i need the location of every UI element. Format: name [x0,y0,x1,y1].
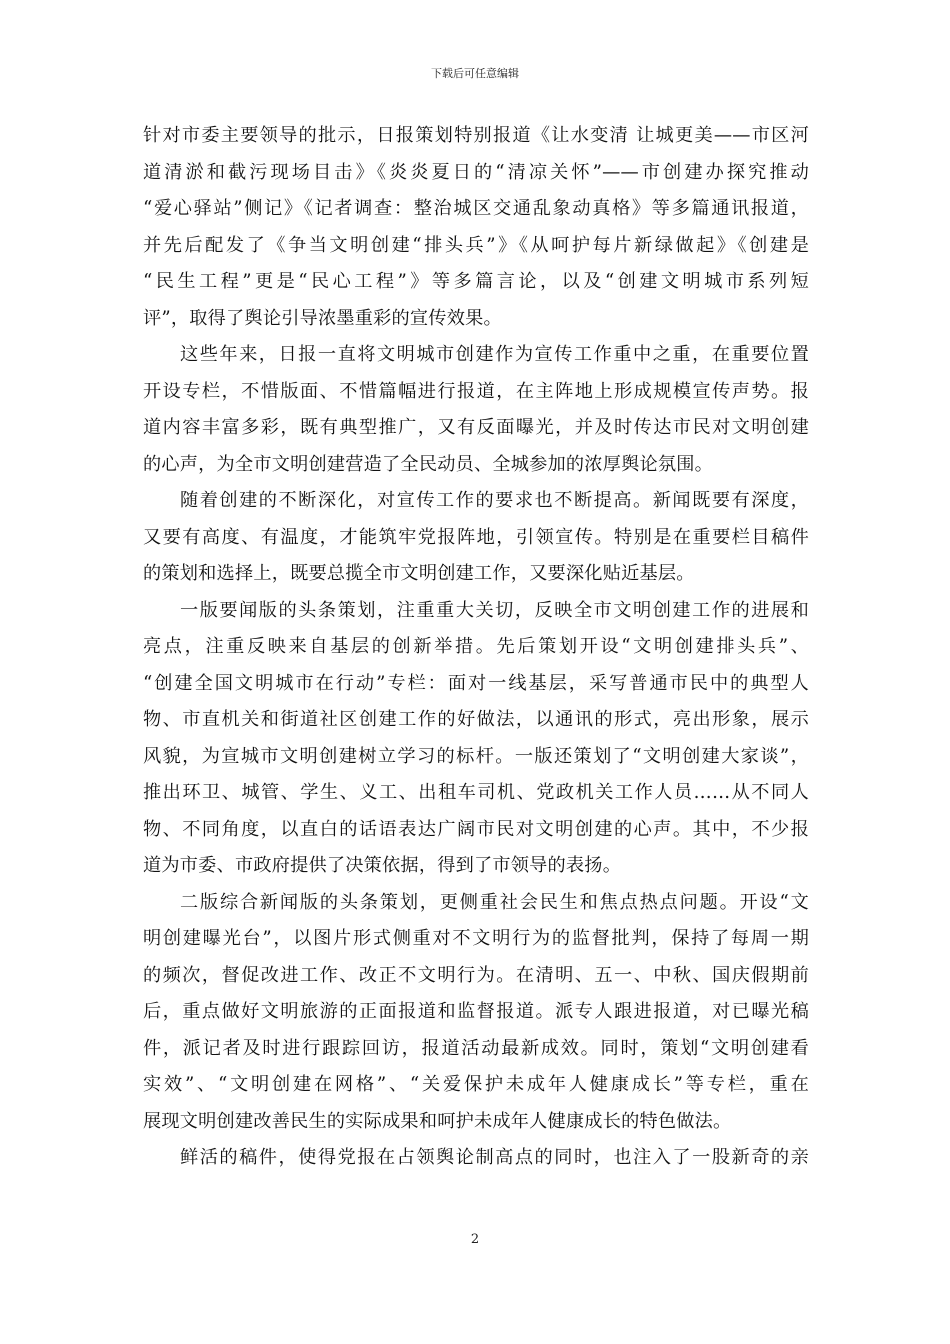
text-line: 的频次，督促改进工作、改正不文明行为。在清明、五一、中秋、国庆假期前 [143,964,809,986]
paragraph-first-line: 鲜活的稿件，使得党报在占领舆论制高点的同时，也注入了一股新奇的亲 [180,1147,809,1168]
text-line: 的策划和选择上，既要总揽全市文明创建工作，又要深化贴近基层。 [143,563,695,584]
paragraph-first-line: 随着创建的不断深化，对宣传工作的要求也不断提高。新闻既要有深度， [180,490,809,511]
text-line: 件，派记者及时进行跟踪回访，报道活动最新成效。同时，策划“文明创建看 [143,1037,809,1059]
text-line: 开设专栏，不惜版面、不惜篇幅进行报道，在主阵地上形成规模宣传声势。报 [143,380,809,402]
text-line: 亮点，注重反映来自基层的创新举措。先后策划开设“文明创建排头兵”、 [143,636,809,657]
page-number: 2 [470,1232,480,1247]
text-line: “爱心驿站”侧记》《记者调查：整治城区交通乱象动真格》等多篇通讯报道， [143,198,809,219]
paragraph-first-line: 一版要闻版的头条策划，注重重大关切，反映全市文明创建工作的进展和 [180,599,809,621]
text-line: 道为市委、市政府提供了决策依据，得到了市领导的表扬。 [143,855,622,876]
text-line: 评”，取得了舆论引导浓墨重彩的宣传效果。 [143,307,502,329]
text-line: 道内容丰富多彩，既有典型推广，又有反面曝光，并及时传达市民对文明创建 [143,417,809,438]
paragraph-first-line: 这些年来，日报一直将文明城市创建作为宣传工作重中之重，在重要位置 [180,344,809,365]
text-line: 物、不同角度，以直白的话语表达广阔市民对文明创建的心声。其中，不少报 [143,818,809,840]
text-line: 风貌，为宣城市文明创建树立学习的标杆。一版还策划了“文明创建大家谈”， [143,745,809,767]
text-line: 针对市委主要领导的批示，日报策划特别报道《让水变清 让城更美——市区河 [143,125,809,146]
text-line: 明创建曝光台”，以图片形式侧重对不文明行为的监督批判，保持了每周一期 [143,928,809,949]
text-line: 并先后配发了《争当文明创建“排头兵”》《从呵护每片新绿做起》《创建是 [143,234,809,256]
text-line: 物、市直机关和街道社区创建工作的好做法，以通讯的形式，亮出形象，展示 [143,709,809,730]
text-line: 后，重点做好文明旅游的正面报道和监督报道。派专人跟进报道，对已曝光稿 [143,1001,809,1022]
text-line: 又要有高度、有温度，才能筑牢党报阵地，引领宣传。特别是在重要栏目稿件 [143,526,809,548]
paragraph-first-line: 二版综合新闻版的头条策划，更侧重社会民生和焦点热点问题。开设“文 [180,891,809,913]
document-body [143,118,809,1177]
text-line: 道清淤和截污现场目击》《炎炎夏日的“清凉关怀”——市创建办探究推动 [143,161,809,183]
text-line: “民生工程”更是“民心工程”》等多篇言论，以及“创建文明城市系列短 [143,271,809,292]
text-line: 的心声，为全市文明创建营造了全民动员、全城参加的浓厚舆论氛围。 [143,453,714,475]
text-line: 展现文明创建改善民生的实际成果和呵护未成年人健康成长的特色做法。 [143,1110,732,1132]
text-line: 实效”、“文明创建在网格”、“关爱保护未成年人健康成长”等专栏，重在 [143,1074,809,1095]
text-line: “创建全国文明城市在行动”专栏：面对一线基层，采写普通市民中的典型人 [143,672,809,694]
page-header-note: 下载后可任意编辑 [431,67,519,80]
text-line: 推出环卫、城管、学生、义工、出租车司机、党政机关工作人员……从不同人 [143,782,809,803]
